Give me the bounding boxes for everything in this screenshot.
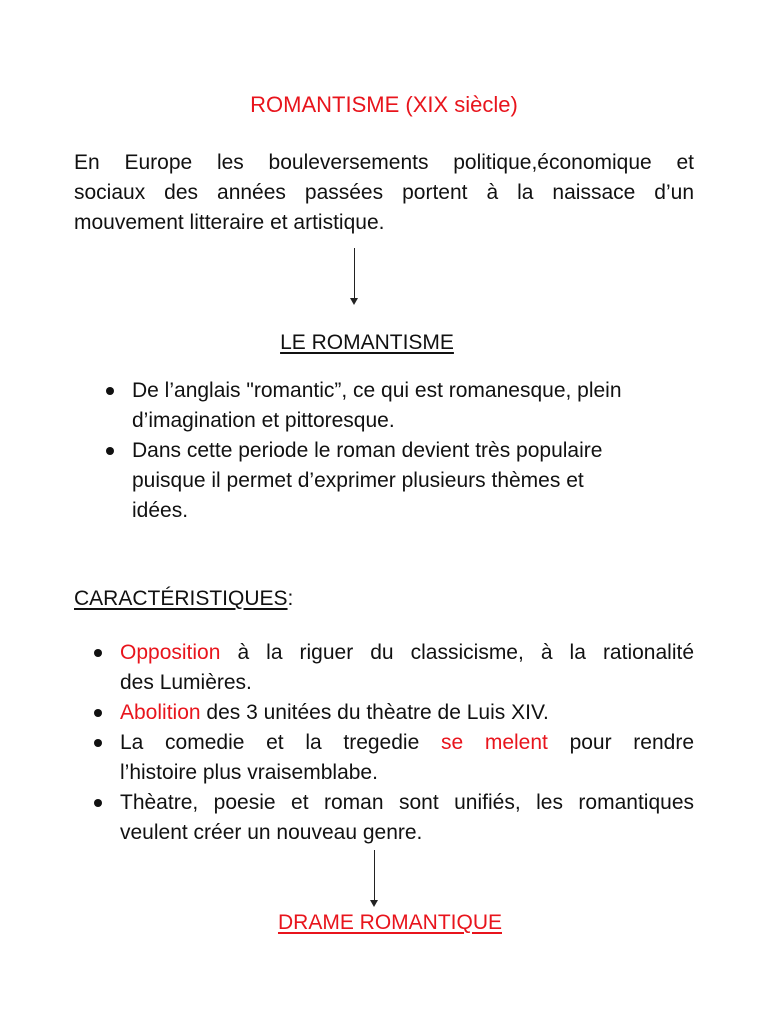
intro-line: mouvement litteraire et artistique. — [74, 211, 385, 234]
romantisme-list — [102, 376, 702, 526]
down-arrow-icon — [369, 850, 381, 908]
bullet-icon — [94, 649, 102, 657]
final-heading-text: DRAME ROMANTIQUE — [277, 911, 502, 934]
bullet-icon — [94, 799, 102, 807]
list-item-text: idées. — [132, 499, 189, 522]
caracteristiques-list — [90, 638, 694, 848]
list-item-text — [120, 728, 694, 758]
list-item-text: d’imagination et pittoresque. — [132, 409, 395, 432]
list-item-text: l’histoire plus vraisemblabe. — [120, 761, 378, 784]
highlight-text: Abolition — [120, 701, 201, 724]
list-item — [90, 728, 694, 788]
heading-colon: : — [287, 587, 294, 610]
list-item-post: pour rendre — [547, 731, 695, 754]
highlight-text: se melent — [440, 731, 548, 754]
list-item-text — [120, 698, 694, 728]
section-heading-caracteristiques — [74, 584, 293, 614]
intro-paragraph — [74, 148, 694, 238]
list-item-text: Thèatre, poesie et roman sont unifiés, les romantiques — [120, 791, 694, 814]
list-item-rest: des 3 unitées du thèatre de Luis XIV. — [200, 701, 549, 724]
bullet-icon — [106, 447, 114, 455]
final-heading — [0, 908, 768, 938]
bullet-icon — [106, 387, 114, 395]
down-arrow-icon — [349, 248, 361, 306]
list-item — [90, 698, 694, 728]
bullet-icon — [94, 739, 102, 747]
list-item — [90, 638, 694, 698]
section-heading-text: CARACTÉRISTIQUES — [74, 587, 288, 610]
list-item-text: des Lumières. — [120, 671, 252, 694]
list-item — [102, 376, 702, 436]
list-item-text: puisque il permet d’exprimer plusieurs thèmes et — [132, 469, 584, 492]
list-item — [90, 788, 694, 848]
list-item — [102, 436, 702, 526]
list-item-text: veulent créer un nouveau genre. — [120, 821, 423, 844]
list-item-text: De l’anglais "romantic”, ce qui est romanesque, plein — [132, 379, 622, 402]
section-heading-romantisme — [0, 328, 734, 358]
bullet-icon — [94, 709, 102, 717]
list-item-pre: La comedie et la tregedie — [120, 731, 441, 754]
list-item-text — [120, 638, 694, 668]
list-item-text: Dans cette periode le roman devient très populaire — [132, 439, 603, 462]
page-title: ROMANTISME (XIX siècle) — [250, 92, 518, 117]
list-item-rest: à la riguer du classicisme, à la rationalité — [220, 641, 694, 664]
intro-line: En Europe les bouleversements politique,économique et — [74, 151, 694, 174]
highlight-text: Opposition — [120, 641, 221, 664]
intro-line: sociaux des années passées portent à la naissace d’un — [74, 181, 694, 204]
section-heading-text: LE ROMANTISME — [280, 331, 454, 354]
